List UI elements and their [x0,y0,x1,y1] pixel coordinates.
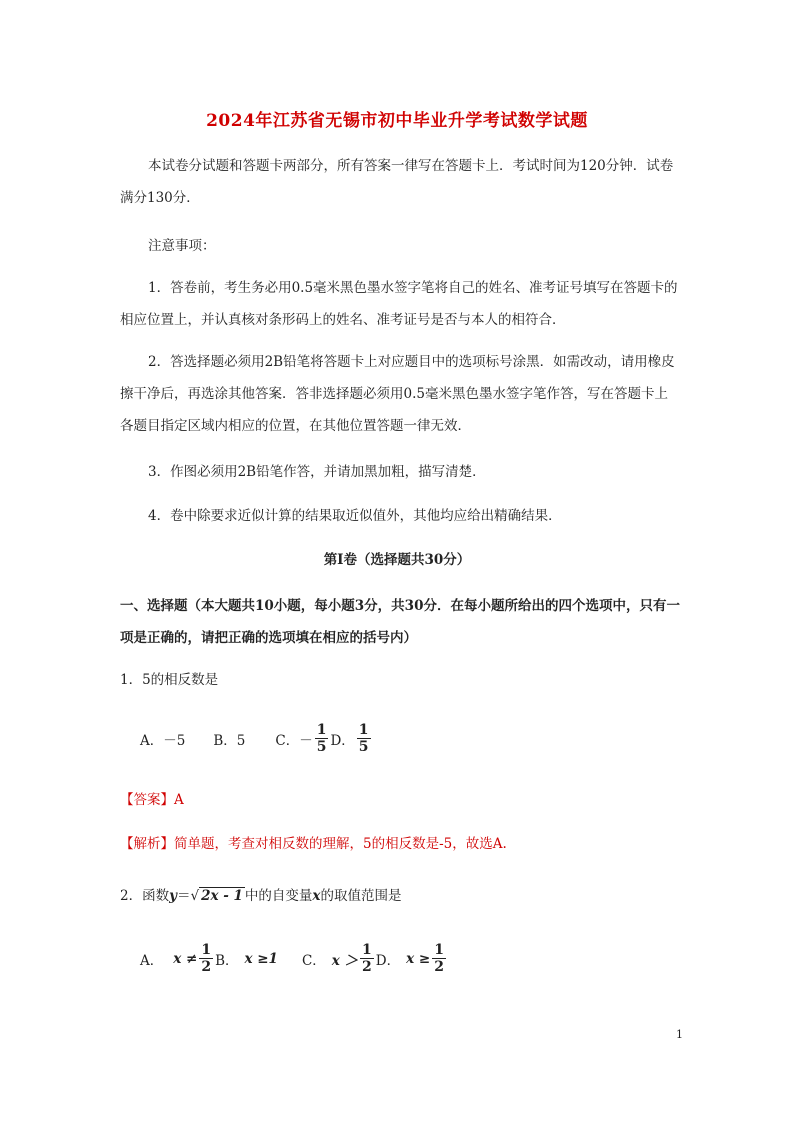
fraction-denominator: 5 [316,739,327,755]
q2-option-b-relation: x ≥1 [244,950,278,967]
sqrt-icon: √ [190,888,200,904]
q2-stem [120,880,680,912]
q1-option-b: B．5 [213,732,246,749]
q2-option-d-relation: x ≥ [406,950,431,967]
fraction-numerator: 1 [201,942,212,958]
fraction-numerator: 1 [316,722,327,738]
q2-option-c-label: C． [301,952,326,969]
notes-heading: 注意事项： [148,238,216,254]
q2-func-y: y [169,888,177,904]
fraction-denominator: 2 [434,959,444,975]
q2-option-c-fraction [360,942,374,975]
analysis-label: 【解析】 [120,836,174,852]
q2-func-eq: ＝ [176,888,191,904]
q2-stem-mid: 中的自变量 [244,888,313,904]
fraction-numerator: 1 [362,942,372,958]
q1-option-d-fraction [357,722,371,755]
q2-var-x: x [312,888,321,904]
fraction-numerator: 1 [358,722,369,738]
note-item-4: 4．卷中除要求近似计算的结果取近似值外，其他均应给出精确结果． [148,508,562,524]
q2-radicand: 2x - 1 [201,888,243,904]
page-number: 1 [676,1028,683,1041]
part-heading: 一、选择题（本大题共10小题，每小题3分，共30分．在每小题所给出的四个选项中，只有一项是正确的，请把正确的选项填在相应的括号内） [120,598,680,646]
fraction-denominator: 2 [201,959,212,975]
q2-option-a-fraction [199,942,213,975]
q2-option-b-label: B． [215,952,239,969]
q1-option-d-label: D． [330,732,355,749]
q1-option-c-fraction [315,722,329,755]
intro-paragraph: 本试卷分试题和答题卡两部分，所有答案一律写在答题卡上．考试时间为120分钟．试卷满分130分． [120,158,674,206]
fraction-denominator: 5 [358,739,369,755]
analysis-text: 简单题，考查对相反数的理解，5的相反数是-5，故选A. [174,836,507,852]
note-item-2: 2．答选择题必须用2B铅笔将答题卡上对应题目中的选项标号涂黑．如需改动，请用橡皮擦干净后，再选涂其他答案．答非选择题必须用0.5毫米黑色墨水签字笔作答，写在答题卡上各题目指定区域内相应的位置，在其他位置答题一律无效． [120,354,675,434]
fraction-denominator: 2 [362,959,372,975]
q2-stem-prefix: 2．函数 [120,888,170,904]
answer-value: A [174,792,184,808]
page-title: 2024年江苏省无锡市初中毕业升学考试数学试题 [206,111,588,131]
section-title: 第I卷（选择题共30分） [323,552,471,568]
q1-answer [120,784,680,816]
q1-option-c-label: C．－ [275,732,313,749]
q2-option-d-fraction [432,942,446,975]
q2-options [140,942,700,975]
q1-analysis [120,828,680,860]
note-item-1: 1．答卷前，考生务必用0.5毫米黑色墨水签字笔将自己的姓名、准考证号填写在答题卡的相应位置上，并认真核对条形码上的姓名、准考证号是否与本人的相符合． [120,280,678,328]
q2-option-d-label: D． [375,952,401,969]
q2-stem-suffix: 的取值范围是 [320,888,402,904]
q2-option-c-relation: x ＞ [331,952,359,969]
answer-label: 【答案】 [120,792,174,808]
q2-option-a-label: A． [140,952,164,969]
q2-option-a-relation: x ≠ [173,950,198,967]
q1-stem: 1．5的相反数是 [120,672,219,688]
q1-options [140,722,700,755]
fraction-numerator: 1 [434,942,444,958]
note-item-3: 3．作图必须用2B铅笔作答，并请加黑加粗，描写清楚． [148,464,486,480]
q1-option-a: A．－5 [140,732,186,749]
